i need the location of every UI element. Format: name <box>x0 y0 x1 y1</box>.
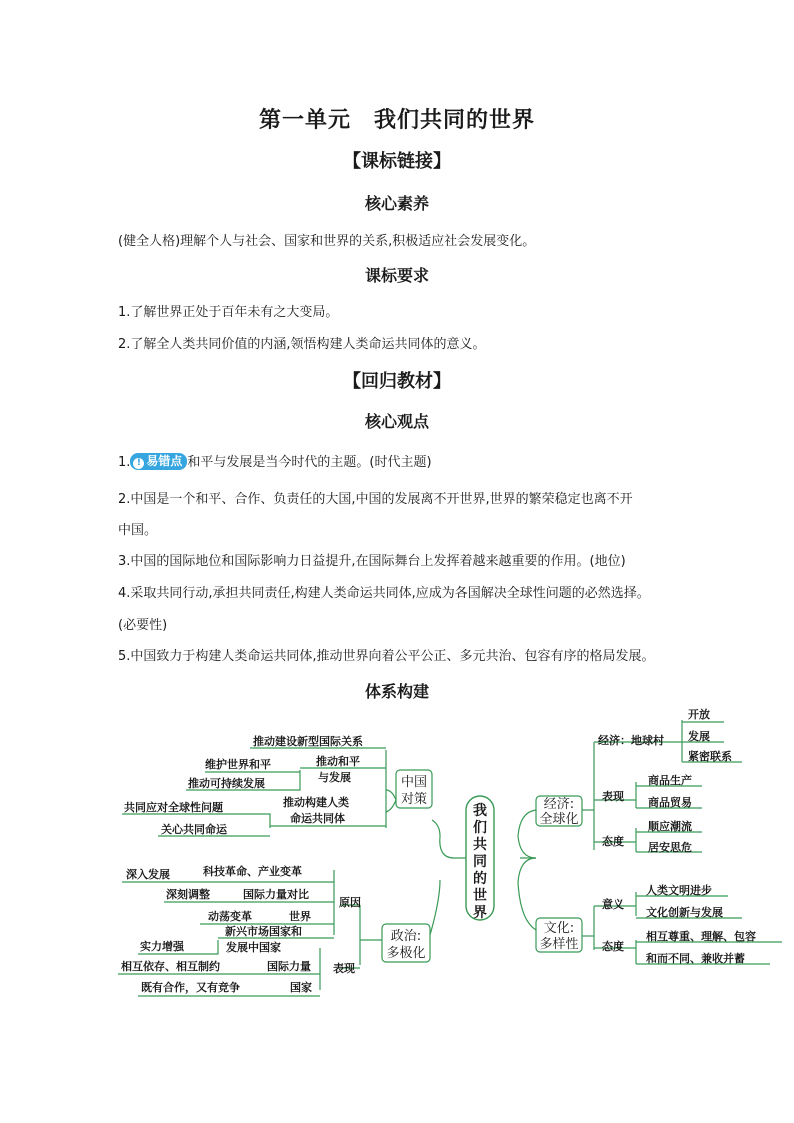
zhengzhi-yuanyin-label: 原因 <box>339 896 361 909</box>
view-item-5: 5.中国致力于构建人类命运共同体,推动世界向着公平公正、多元共治、包容有序的格局发展。 <box>118 649 655 664</box>
jingji-taidu-label: 态度 <box>602 835 624 848</box>
center-char: 的 <box>473 871 487 887</box>
section-kebiao-heading: 【课标链接】 <box>343 151 451 172</box>
center-char: 们 <box>473 820 487 836</box>
view-item-3: 3.中国的国际地位和国际影响力日益提升,在国际舞台上发挥着越来越重要的作用。(地位) <box>118 554 626 569</box>
jingji-item-connect: 紧密联系 <box>688 750 732 763</box>
jingji-diqiucun-label: 经济：地球村 <box>598 734 664 747</box>
zhengzhi-item-c2: 世界 <box>289 910 311 923</box>
zhengzhi-item-c1: 动荡变革 <box>208 910 252 923</box>
zhongguo-item-d: 推动可持续发展 <box>188 777 265 790</box>
zhongguo-item-f2: 命运共同体 <box>290 812 345 825</box>
heading-system-map: 体系构建 <box>364 682 429 701</box>
center-char: 我 <box>473 803 487 819</box>
wenhua-taidu-label: 态度 <box>602 940 624 953</box>
zhengzhi-item-e: 实力增强 <box>140 940 184 953</box>
zhengzhi-item-d2: 发展中国家 <box>226 941 281 954</box>
zhongguo-item-a: 推动建设新型国际关系 <box>253 735 363 748</box>
heading-requirements: 课标要求 <box>364 266 429 285</box>
wenhua-yiyi-item-2: 文化创新与发展 <box>646 906 723 919</box>
zhengzhi-item-a1: 深入发展 <box>126 868 170 881</box>
zhongguo-item-e: 共同应对全球性问题 <box>124 801 223 814</box>
error-prone-badge: ! 易错点 <box>130 453 187 470</box>
heading-core-views: 核心观点 <box>364 412 429 431</box>
wenhua-yiyi-label: 意义 <box>602 898 624 911</box>
requirement-item-2: 2.了解全人类共同价值的内涵,领悟构建人类命运共同体的意义。 <box>118 337 486 352</box>
page-title: 第一单元 我们共同的世界 <box>258 108 535 133</box>
wenhua-taidu-item-1: 相互尊重、理解、包容 <box>646 930 756 943</box>
view-item-1-number: 1. <box>118 455 131 470</box>
view-item-4-line-1: 4.采取共同行动,承担共同责任,构建人类命运共同体,应成为各国解决全球性问题的必然选择。 <box>118 586 650 601</box>
view-item-2-line-1: 2.中国是一个和平、合作、负责任的大国,中国的发展离不开世界,世界的繁荣稳定也离不开 <box>118 492 633 507</box>
wenhua-taidu-item-2: 和而不同、兼收并蓄 <box>646 952 745 965</box>
zhongguo-item-c1: 推动和平 <box>316 755 360 768</box>
jingji-item-open: 开放 <box>688 708 710 721</box>
zhengzhi-item-b1: 深刻调整 <box>166 888 210 901</box>
jingji-taidu-item-1: 顺应潮流 <box>648 820 692 833</box>
jingji-label-2: 全球化 <box>539 812 579 827</box>
wenhua-label-2: 多样性 <box>539 937 579 952</box>
view-item-2-line-2: 中国。 <box>118 523 158 538</box>
zhengzhi-label-1: 政治: <box>390 929 422 944</box>
jingji-biaoxian-label: 表现 <box>602 790 624 803</box>
zhongguo-item-b: 维护世界和平 <box>205 758 271 771</box>
zhengzhi-item-b2: 国际力量对比 <box>243 888 309 901</box>
zhongguo-item-c2: 与发展 <box>318 771 351 784</box>
zhengzhi-biaoxian-label: 表现 <box>333 962 355 975</box>
jingji-taidu-item-2: 居安思危 <box>648 841 692 854</box>
jingji-item-develop: 发展 <box>688 730 710 743</box>
view-item-4-line-2: (必要性) <box>118 618 168 633</box>
center-char: 界 <box>473 905 487 921</box>
zhengzhi-item-a2: 科技革命、产业变革 <box>203 865 302 878</box>
zhengzhi-item-g1: 既有合作，又有竞争 <box>141 981 240 994</box>
center-char: 同 <box>473 854 487 870</box>
jingji-label-1: 经济: <box>543 797 575 812</box>
zhongguo-item-f1: 推动构建人类 <box>283 796 349 809</box>
zhongguo-label-1: 中国 <box>400 775 428 790</box>
section-huigui-heading: 【回归教材】 <box>343 371 451 392</box>
view-item-1-text: 和平与发展是当今时代的主题。(时代主题) <box>187 455 432 470</box>
center-char: 共 <box>473 837 487 853</box>
wenhua-yiyi-item-1: 人类文明进步 <box>646 884 712 897</box>
jingji-biaoxian-item-2: 商品贸易 <box>648 796 692 809</box>
zhengzhi-item-d1: 新兴市场国家和 <box>225 925 302 938</box>
requirement-item-1: 1.了解世界正处于百年未有之大变局。 <box>118 305 339 320</box>
zhongguo-item-g: 关心共同命运 <box>161 823 227 836</box>
jingji-biaoxian-item-1: 商品生产 <box>648 774 692 787</box>
center-char: 世 <box>473 888 487 904</box>
zhengzhi-label-2: 多极化 <box>386 946 426 961</box>
zhengzhi-item-f1: 相互依存、相互制约 <box>121 960 220 973</box>
wenhua-label-1: 文化: <box>543 921 575 936</box>
core-literacy-text: (健全人格)理解个人与社会、国家和世界的关系,积极适应社会发展变化。 <box>118 234 536 249</box>
zhongguo-label-2: 对策 <box>400 792 428 807</box>
zhengzhi-item-f2: 国际力量 <box>267 960 311 973</box>
alert-icon: ! <box>133 458 144 469</box>
zhengzhi-item-g2: 国家 <box>290 981 312 994</box>
heading-core-literacy: 核心素养 <box>364 194 429 213</box>
